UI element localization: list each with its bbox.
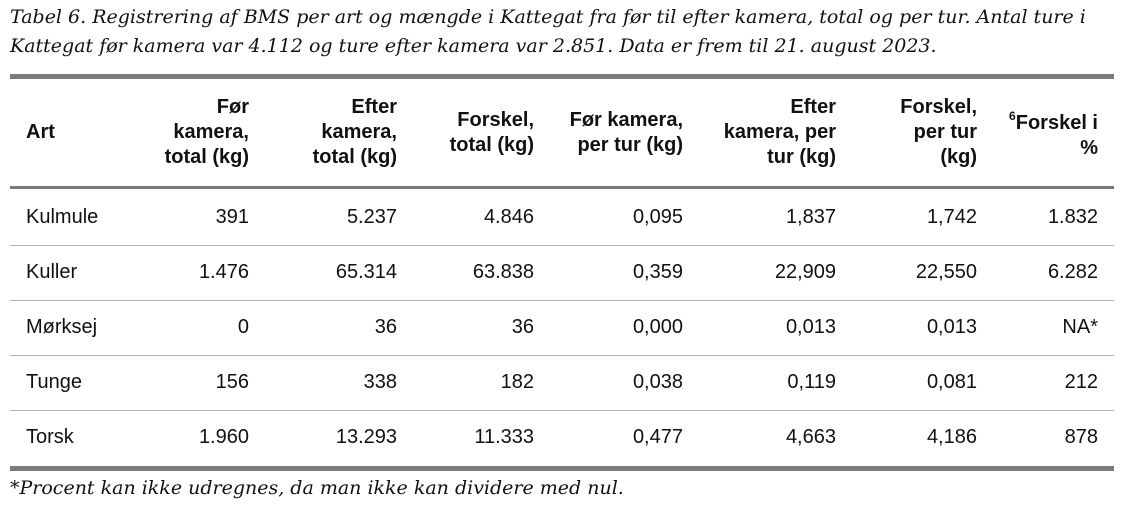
header-forskel-pct xyxy=(977,79,1114,186)
cell-value: 0,477 xyxy=(632,425,683,448)
header-forskel-per-tur-label: Forskel, per tur (kg) xyxy=(900,96,977,168)
cell-value: 4,663 xyxy=(785,425,836,448)
cell-art: Kulmule xyxy=(26,205,99,228)
table-caption: Tabel 6. Registrering af BMS per art og mængde i Kattegat fra før til efter kamera, total og per tur. Antal ture i Kattegat før kamera var 4.112 og ture efter kamera var 2.851. Data er frem til 21. august 2023. xyxy=(10,6,1086,57)
header-foer-total xyxy=(130,79,249,186)
cell-value: 4.846 xyxy=(483,205,534,228)
table-row xyxy=(10,244,1114,299)
cell-value: 0,013 xyxy=(785,315,836,338)
table-footnote: *Procent kan ikke udregnes, da man ikke kan dividere med nul. xyxy=(10,477,624,499)
cell-value: 338 xyxy=(363,370,397,393)
header-row xyxy=(10,79,1114,186)
header-forskel-pct-wrap xyxy=(1003,104,1098,161)
cell-value: 11.333 xyxy=(474,425,534,448)
cell-value: 6.282 xyxy=(1047,260,1098,283)
cell-value: 0,119 xyxy=(787,370,836,393)
table-row xyxy=(10,189,1114,244)
cell-value: 0,095 xyxy=(632,205,683,228)
header-forskel-total xyxy=(397,79,534,186)
header-efter-total-label: Efter kamera, total (kg) xyxy=(312,96,397,168)
cell-value: 1,837 xyxy=(785,205,836,228)
table-row xyxy=(10,409,1114,464)
bottom-rule xyxy=(10,466,1114,471)
header-efter-total xyxy=(249,79,397,186)
bms-table xyxy=(10,79,1114,464)
cell-value: 65.314 xyxy=(335,260,397,283)
table-row xyxy=(10,354,1114,409)
cell-value: 0,081 xyxy=(926,370,977,393)
header-foer-per-tur-label: Før kamera, per tur (kg) xyxy=(569,108,683,156)
header-efter-per-tur xyxy=(683,79,836,186)
cell-value: 878 xyxy=(1064,425,1098,448)
cell-value: 182 xyxy=(500,370,534,393)
cell-art: Torsk xyxy=(26,425,74,448)
cell-value: 1,742 xyxy=(926,205,977,228)
cell-value: 0,038 xyxy=(632,370,683,393)
cell-value: 0,359 xyxy=(632,260,683,283)
header-efter-per-tur-label: Efter kamera, per tur (kg) xyxy=(723,96,836,168)
cell-value: 36 xyxy=(374,315,397,338)
cell-art: Kuller xyxy=(26,260,78,283)
cell-value: 36 xyxy=(511,315,534,338)
cell-value: 156 xyxy=(215,370,249,393)
header-footnote-marker: 6 xyxy=(1009,109,1016,123)
cell-value: 1.960 xyxy=(198,425,249,448)
header-foer-per-tur xyxy=(534,79,683,186)
row-divider xyxy=(10,245,1114,246)
cell-value: 0 xyxy=(237,315,249,338)
table-row xyxy=(10,299,1114,354)
cell-value: NA* xyxy=(1062,315,1098,338)
cell-art: Mørksej xyxy=(26,315,98,338)
cell-value: 22,909 xyxy=(774,260,836,283)
row-divider xyxy=(10,300,1114,301)
header-art-label: Art xyxy=(26,121,55,143)
row-divider xyxy=(10,410,1114,411)
cell-value: 391 xyxy=(215,205,249,228)
row-divider xyxy=(10,355,1114,356)
cell-value: 1.832 xyxy=(1047,205,1098,228)
header-forskel-per-tur xyxy=(836,79,977,186)
cell-value: 63.838 xyxy=(472,260,534,283)
cell-value: 0,000 xyxy=(632,315,683,338)
cell-value: 1.476 xyxy=(198,260,249,283)
cell-value: 13.293 xyxy=(335,425,397,448)
header-forskel-total-label: Forskel, total (kg) xyxy=(449,108,534,156)
cell-value: 22,550 xyxy=(915,260,977,283)
header-art xyxy=(10,79,130,186)
header-forskel-pct-label: Forskel i % xyxy=(1015,112,1098,159)
cell-art: Tunge xyxy=(26,370,82,393)
cell-value: 0,013 xyxy=(926,315,977,338)
cell-value: 4,186 xyxy=(926,425,977,448)
header-foer-total-label: Før kamera, total (kg) xyxy=(164,96,249,168)
cell-value: 5.237 xyxy=(346,205,397,228)
cell-value: 212 xyxy=(1064,370,1098,393)
header-rule xyxy=(10,186,1114,189)
